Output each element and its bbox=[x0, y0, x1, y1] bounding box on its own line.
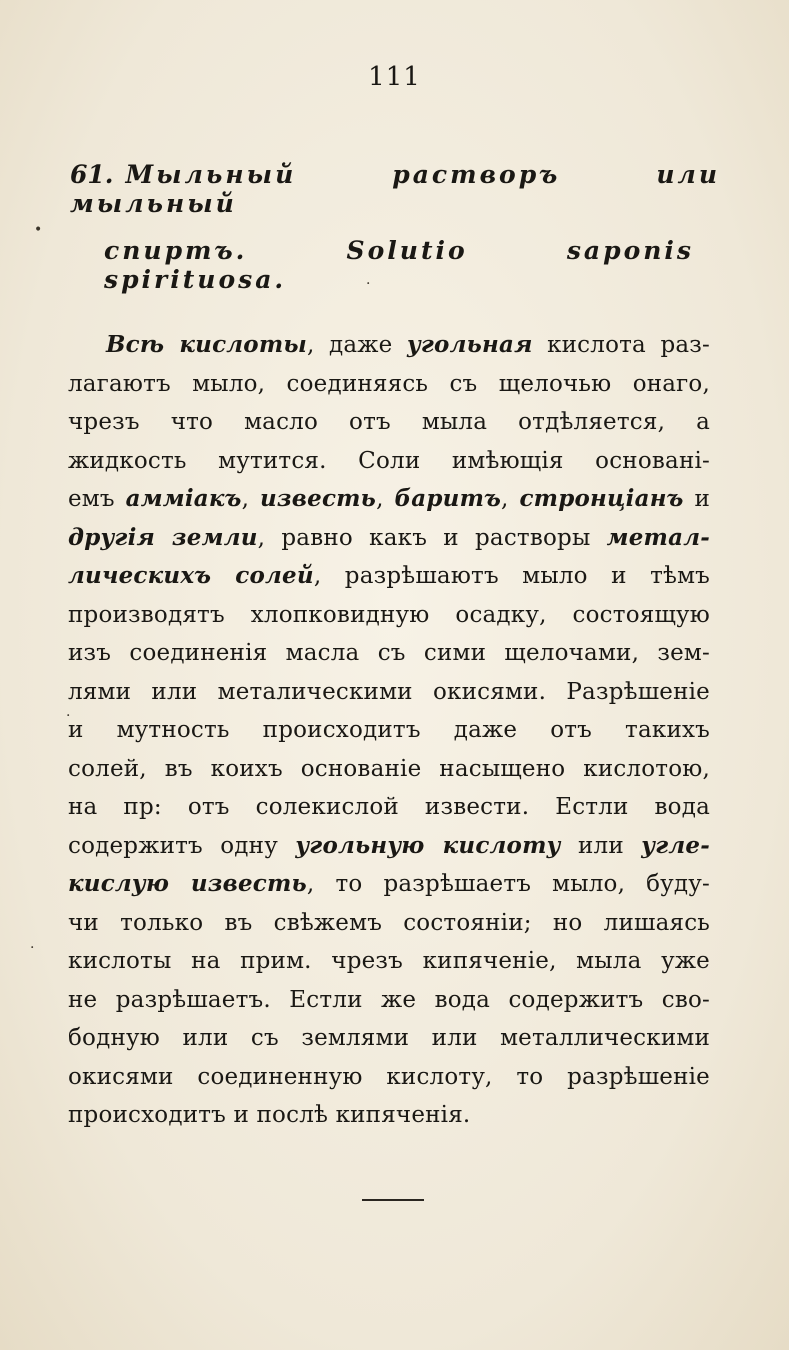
text-run: , bbox=[376, 486, 395, 512]
text-line bbox=[68, 673, 710, 712]
print-speck: · bbox=[366, 276, 371, 292]
text-run: окисями соединенную кислоту, то разрѣшеніе bbox=[68, 1063, 710, 1090]
text-run: происходитъ и послѣ кипяченія. bbox=[68, 1102, 471, 1128]
section-heading-line-1 bbox=[70, 160, 720, 218]
section-title-part-1: Мыльный растворъ или мыльный bbox=[70, 160, 720, 218]
text-run: изъ соединенія масла съ сими щелочами, зем- bbox=[68, 640, 710, 666]
text-line bbox=[68, 750, 710, 789]
emphasized-term: угольная bbox=[406, 331, 533, 358]
text-line bbox=[68, 365, 710, 404]
emphasized-term: другія земли bbox=[68, 523, 258, 551]
emphasized-term: метал- bbox=[606, 523, 710, 551]
text-run: производятъ хлопковидную осадку, состоящую bbox=[68, 601, 710, 628]
text-run: , даже bbox=[307, 332, 407, 358]
text-run: , разрѣшаютъ мыло и тѣмъ bbox=[313, 563, 710, 589]
emphasized-term: известь bbox=[260, 485, 377, 512]
text-line bbox=[68, 1096, 710, 1135]
text-run: бодную или съ землями или металлическими bbox=[68, 1025, 710, 1051]
text-run: и bbox=[683, 486, 711, 512]
text-run: , равно какъ и растворы bbox=[257, 524, 607, 551]
text-line bbox=[68, 788, 710, 827]
text-line bbox=[68, 865, 710, 904]
emphasized-term: угольную кислоту bbox=[295, 831, 561, 859]
text-run: солей, въ коихъ основаніе насыщено кислотою, bbox=[68, 755, 710, 782]
emphasized-term: Всѣ кислоты bbox=[106, 331, 307, 358]
print-speck: • bbox=[34, 222, 43, 238]
emphasized-term: лическихъ солей bbox=[68, 562, 314, 589]
emphasized-term: баритъ bbox=[394, 485, 502, 512]
text-run: лями или металическими окисями. Разрѣшеніе bbox=[68, 678, 710, 705]
text-line bbox=[68, 557, 710, 596]
text-line bbox=[68, 634, 710, 673]
text-line bbox=[68, 1019, 710, 1058]
text-run: и мутность происходитъ даже отъ такихъ bbox=[68, 717, 710, 743]
text-run: , bbox=[241, 486, 260, 512]
text-line bbox=[68, 480, 710, 519]
text-run: емъ bbox=[68, 486, 126, 512]
emphasized-term: аммiакъ bbox=[125, 485, 242, 512]
emphasized-term: кислую известь bbox=[68, 870, 307, 897]
text-run: , то разрѣшаетъ мыло, буду- bbox=[306, 871, 710, 897]
text-line bbox=[68, 981, 710, 1020]
section-number: 61. bbox=[70, 160, 114, 189]
text-line bbox=[68, 711, 710, 750]
text-run: не разрѣшаетъ. Естли же вода содержитъ сво- bbox=[68, 986, 710, 1013]
text-run: содержитъ одну bbox=[68, 832, 296, 859]
page-number: 111 bbox=[368, 62, 421, 92]
text-line bbox=[68, 326, 710, 365]
text-run: , bbox=[501, 486, 520, 512]
text-run: чи только въ свѣжемъ состояніи; но лишаясь bbox=[68, 909, 710, 936]
text-line bbox=[68, 403, 710, 442]
text-line bbox=[68, 904, 710, 943]
print-speck: · bbox=[30, 940, 35, 956]
text-line bbox=[68, 942, 710, 981]
text-line bbox=[68, 442, 710, 481]
text-line bbox=[68, 1058, 710, 1097]
text-run: лагаютъ мыло, соединяясь съ щелочью онаго, bbox=[68, 370, 710, 397]
emphasized-term: угле- bbox=[641, 831, 710, 859]
section-heading-line-2: спиртъ. Solutio saponis spirituosa. bbox=[104, 236, 694, 294]
closing-rule bbox=[362, 1199, 424, 1201]
text-line bbox=[68, 596, 710, 635]
text-line bbox=[68, 519, 710, 558]
print-speck: · bbox=[66, 708, 71, 724]
text-run: на пр: отъ солекислой извести. Естли вода bbox=[68, 794, 710, 820]
text-run: жидкость мутится. Соли имѣющія основані- bbox=[68, 447, 710, 474]
text-line bbox=[68, 827, 710, 866]
text-run: кислоты на прим. чрезъ кипяченіе, мыла уже bbox=[68, 948, 710, 974]
text-run: кислота раз- bbox=[532, 332, 710, 358]
text-run: чрезъ что масло отъ мыла отдѣляется, а bbox=[68, 409, 710, 435]
emphasized-term: стронціанъ bbox=[519, 485, 684, 512]
body-paragraph bbox=[68, 326, 710, 1135]
text-run: или bbox=[560, 832, 642, 859]
